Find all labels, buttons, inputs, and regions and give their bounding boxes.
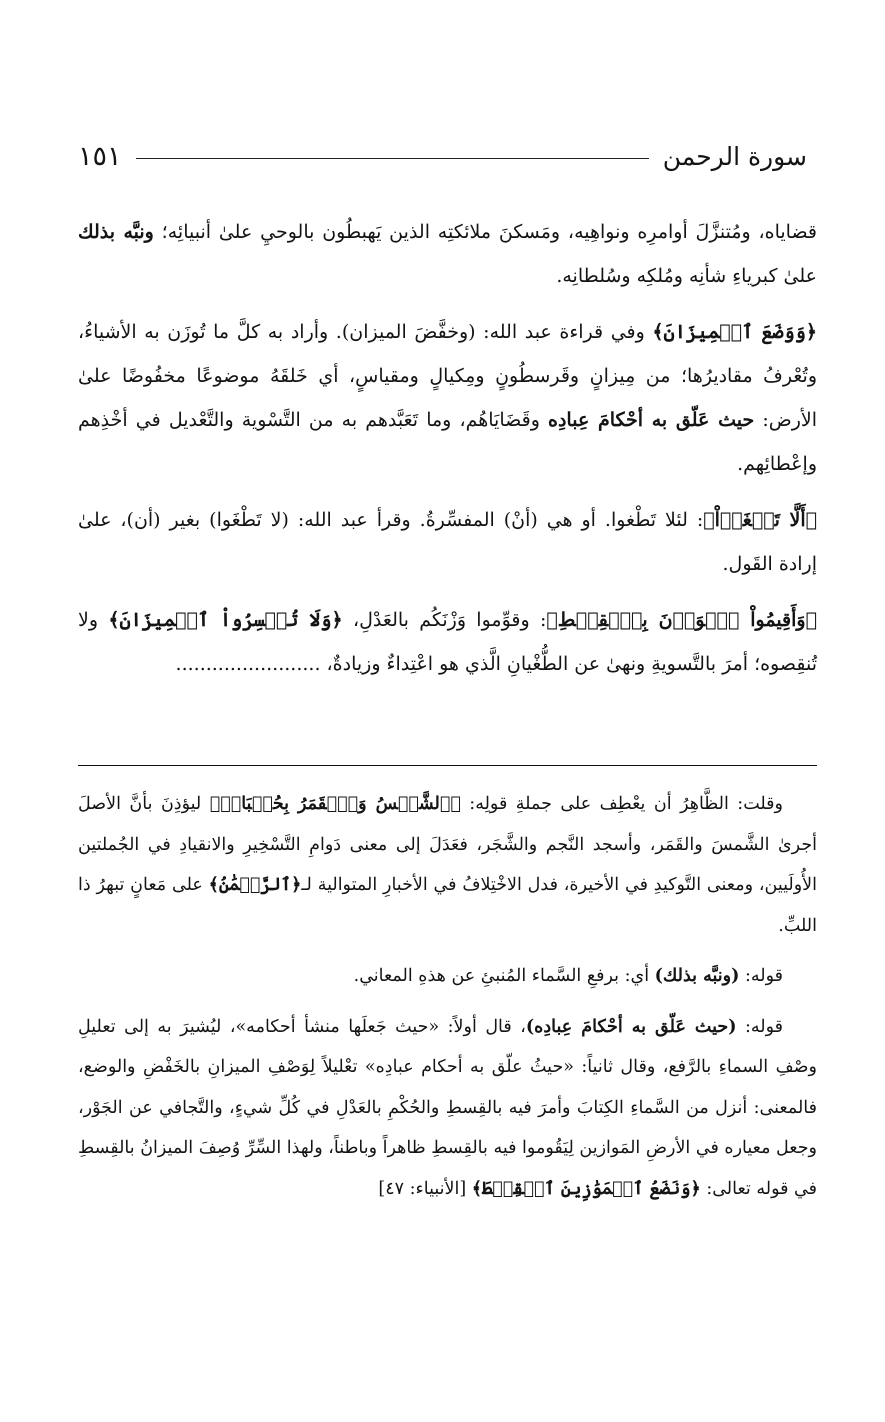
text-run: ليؤذِنَ بأنَّ الأصلَ أجرىٰ الشَّمسَ والقَمَر، وأسجد النَّجم والشَّجَر، فعَدَلَ إلى معنى دَوامِ التَّسْخِيرِ والانقيادِ في الجُملتين الأُولَيين، ومعنى التَّوكيدِ في الأخيرة، فدل الاخْتِلافُ في الأخبارِ المتوالية لـ <box>78 794 818 895</box>
quran-verse: ﴿أَلَّا تَطۡغَوۡاْ﴾ <box>703 509 817 531</box>
page-number: ١٥١ <box>78 140 122 172</box>
running-header <box>78 136 807 176</box>
commentary-paragraph <box>78 1007 817 1210</box>
text-run: : لئلا تَطْغوا. أو هي (أنْ) المفسِّرةُ. وقرأ عبد الله: (لا تَطْغَوا) بغير (أن)، علىٰ إرادة القَول. <box>78 509 817 575</box>
commentary-paragraph <box>78 956 817 997</box>
quran-verse: ﴿ٱلرَّحۡمَٰنُ﴾ <box>208 875 302 895</box>
quran-verse: ﴿ٱلشَّمۡسُ وَٱلۡقَمَرُ بِحُسۡبَانٖ﴾ <box>209 794 461 814</box>
main-paragraph <box>78 210 817 298</box>
header-rule <box>136 158 649 159</box>
quran-verse: ﴿وَنَضَعُ ٱلۡمَوَٰزِينَ ٱلۡقِسۡطَ﴾ <box>471 1178 701 1199</box>
text-run: قوله: <box>736 1016 783 1037</box>
main-paragraph <box>78 598 817 686</box>
text-run: قوله: <box>739 966 783 986</box>
text-run: أي: برفعِ السَّماء المُنبئِ عن هذهِ المعاني. <box>353 966 655 986</box>
text-run: ، قال أولاً: «حيث جَعلَها منشأ أحكامه»، ليُشيرَ به إلى تعليلِ وصْفِ السماءِ بالرَّفع، وقال ثانياً: «حيثُ علّق به أحكام عبادِه» تعْليلاً لِوَصْفِ الميزانِ بالخَفْضِ والوضع، فالمعنى: أنزل من السَّماءِ الكِتابَ وأمرَ فيه بالقِسطِ والحُكْمِ بالعَدْلِ في كُلِّ شيءٍ، والتَّجافي عن الجَوْر، وجعل معياره في الأرضِ المَوازين لِيَقُوموا فيه بالقِسطِ ظاهراً وباطناً، ولهذا السِّرِّ وُصِفَ الميزانُ بالقِسطِ في قوله تعالى: <box>78 1016 817 1199</box>
text-run: وقَضَايَاهُم، وما تَعَبَّدهم به من التَّسْوية والتَّعْديل في أخْذِهم وإعْطائِهم. <box>78 409 817 475</box>
text-run: ولا تُنقِصوه؛ أمرَ بالتَّسويةِ ونهىٰ عن الطُّغْيانِ الَّذي هو اعْتِداءٌ وزيادةٌ، ........................ <box>78 609 817 675</box>
bold-phrase: (ونبَّه بذلك) <box>654 966 740 986</box>
main-paragraph <box>78 310 817 486</box>
commentary-paragraph <box>78 784 817 946</box>
text-run: : وقوِّموا وَزْنَكُم بالعَدْلِ، <box>342 609 547 631</box>
text-run: قضاياه، ومُتنزَّلَ أوامرِه ونواهِيه، ومَسكنَ ملائكتِه الذين يَهبطُون بالوحيِ علىٰ أنبيائِه؛ <box>153 221 818 243</box>
text-run: على مَعانٍ تبهرُ ذا اللبِّ. <box>78 875 817 936</box>
bold-phrase: (حيث عَلّق به أحْكامَ عِبادِه) <box>525 1016 737 1037</box>
main-text <box>78 210 817 698</box>
main-paragraph <box>78 498 817 586</box>
quran-verse: ﴿وَوَضَعَ ٱلۡمِيزَانَ﴾ <box>652 321 817 343</box>
text-run: [الأنبياء: ٤٧] <box>378 1178 472 1199</box>
text-run: وفي قراءة عبد الله: (وخفَّضَ الميزان). وأراد به كلَّ ما تُوزَن به الأشياءُ، وتُعْرفُ مقاديرُها؛ من مِيزانٍ وقَرسطُونٍ ومِكيالٍ ومقياسٍ، أي خَلقَهُ موضوعًا مخفُوضًا علىٰ الأرض: <box>78 321 818 431</box>
bold-phrase: ونبَّه بذلك <box>78 221 154 243</box>
text-run: علىٰ كبرياءِ شأنِه ومُلكِه وسُلطانِه. <box>556 265 817 287</box>
commentary-text <box>78 784 817 1219</box>
quran-verse: ﴿وَلَا تُخۡسِرُواْ ٱلۡمِيزَانَ﴾ <box>108 609 343 631</box>
quran-verse: ﴿وَأَقِيمُواْ ٱلۡوَزۡنَ بِٱلۡقِسۡطِ﴾ <box>546 609 817 631</box>
commentary-divider <box>78 765 817 766</box>
bold-phrase: حيث عَلّق به أحْكامَ عِبادِه <box>548 409 755 431</box>
surah-title: سورة الرحمن <box>662 141 807 171</box>
text-run: وقلت: الظَّاهِرُ أن يعْطِف على جملةِ قولِه: <box>460 794 783 814</box>
